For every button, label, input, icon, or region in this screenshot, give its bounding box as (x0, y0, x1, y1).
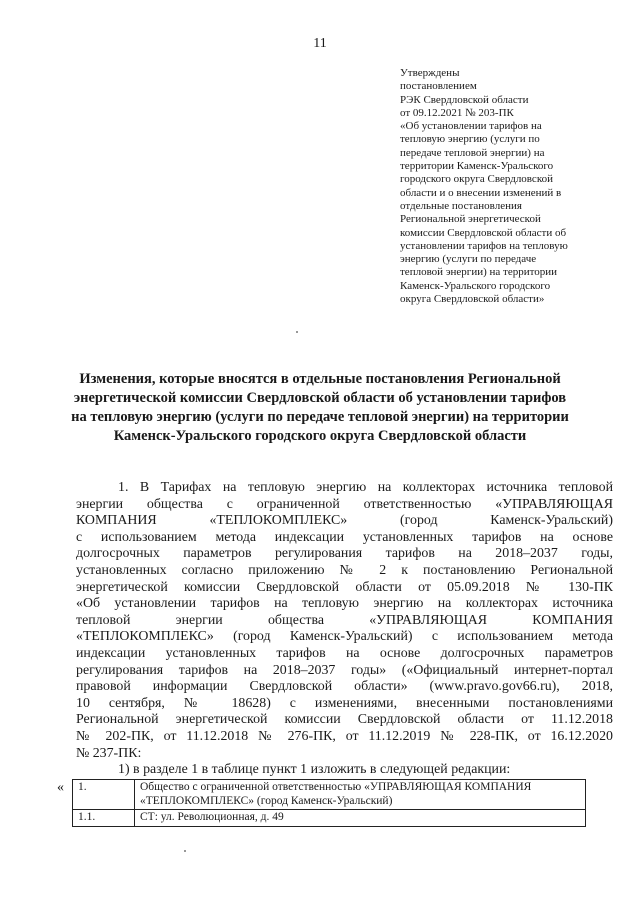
approval-line: Утверждены (400, 67, 460, 79)
approval-line: передаче тепловой энергии) на (400, 146, 545, 159)
body-line: «ТЕПЛОКОМПЛЕКС» (город Каменск-Уральский) с использованием метода (76, 629, 613, 645)
title-line: на тепловую энергию (услуги по передаче тепловой энергии) на территории (71, 409, 569, 425)
approval-line: комиссии Свердловской области об (400, 226, 567, 239)
title-line: энергетической комиссии Свердловской области об установлении тарифов (73, 390, 567, 406)
approval-line: от 09.12.2021 № 203-ПК (400, 106, 514, 119)
table-row (73, 780, 586, 810)
row-text (135, 810, 586, 827)
row-number: 1.1. (73, 810, 135, 827)
approval-line: Каменск-Уральского городского (400, 279, 551, 292)
body-line: установленных согласно приложению № 2 к постановлению Региональной (76, 562, 613, 578)
scan-speck (184, 850, 186, 852)
approval-line: установлении тарифов на тепловую (400, 239, 568, 252)
approval-line: округа Свердловской области» (400, 293, 545, 306)
body-text (76, 480, 613, 779)
body-line: индексации установленных тарифов на основе долгосрочных параметров (76, 645, 613, 661)
body-line: № 202-ПК, от 11.12.2018 № 276-ПК, от 11.12.2019 № 228-ПК, от 16.12.2020 (76, 728, 613, 744)
body-line: энергии общества с ограниченной ответственностью «УПРАВЛЯЮЩАЯ (76, 496, 613, 512)
row-text-line: Общество с ограниченной ответственностью «УПРАВЛЯЮЩАЯ КОМПАНИЯ (140, 781, 532, 793)
approval-line: «Об установлении тарифов на (400, 120, 542, 133)
approval-block (400, 67, 610, 306)
row-text-line: «ТЕПЛОКОМПЛЕКС» (город Каменск-Уральский) (140, 794, 393, 807)
approval-line: РЭК Свердловской области (400, 93, 529, 106)
body-line: правовой информации Свердловской области» (www.pravo.gov66.ru), 2018, (76, 679, 613, 695)
body-line: Региональной энергетической комиссии Свердловской области от 11.12.2018 (76, 712, 613, 728)
approval-line: тепловую энергию (услуги по (400, 133, 540, 146)
opening-quote-mark: « (57, 780, 64, 795)
body-line: № 237-ПК: (76, 745, 142, 761)
row-text (135, 780, 586, 810)
body-line: тепловой энергии общества «УПРАВЛЯЮЩАЯ КОМПАНИЯ (76, 612, 613, 628)
document-title (70, 370, 570, 446)
approval-line: области и о внесении изменений в (400, 186, 562, 199)
body-line: регулирования тарифов на 2018–2037 годы» («Официальный интернет-портал (76, 662, 613, 678)
table-row (73, 810, 586, 827)
approval-line: постановлением (400, 80, 477, 93)
approval-line: территории Каменск-Уральского (400, 160, 554, 173)
approval-line: Региональной энергетической (400, 213, 541, 226)
body-line: 10 сентября, № 18628) с изменениями, внесенными постановлениями (76, 695, 613, 711)
body-line: энергетической комиссии Свердловской области от 05.09.2018 № 130-ПК (76, 579, 613, 595)
approval-line: энергию (услуги по передаче (400, 253, 537, 266)
approval-line: городского округа Свердловской (400, 173, 553, 186)
body-line: долгосрочных параметров регулирования тарифов на 2018–2037 годы, (76, 546, 613, 562)
body-line: с использованием метода индексации установленных тарифов на основе (76, 529, 613, 545)
title-line: Каменск-Уральского городского округа Свердловской области (113, 428, 527, 444)
title-line: Изменения, которые вносятся в отдельные постановления Региональной (79, 371, 561, 387)
sub-item: 1) в разделе 1 в таблице пункт 1 изложить в следующей редакции: (118, 762, 511, 778)
approval-line: отдельные постановления (400, 199, 522, 212)
tariff-table (72, 779, 586, 827)
page-number: 11 (313, 36, 327, 51)
body-line: «Об установлении тарифов на тепловую энергию на коллекторах источника (76, 596, 613, 612)
body-line: КОМПАНИЯ «ТЕПЛОКОМПЛЕКС» (город Каменск-Уральский) (76, 513, 613, 529)
scan-speck (296, 331, 298, 333)
row-text-line: СТ: ул. Революционная, д. 49 (140, 811, 284, 824)
body-line: 1. В Тарифах на тепловую энергию на коллекторах источника тепловой (118, 480, 613, 495)
row-number: 1. (73, 780, 135, 810)
approval-line: тепловой энергии) на территории (400, 266, 558, 279)
